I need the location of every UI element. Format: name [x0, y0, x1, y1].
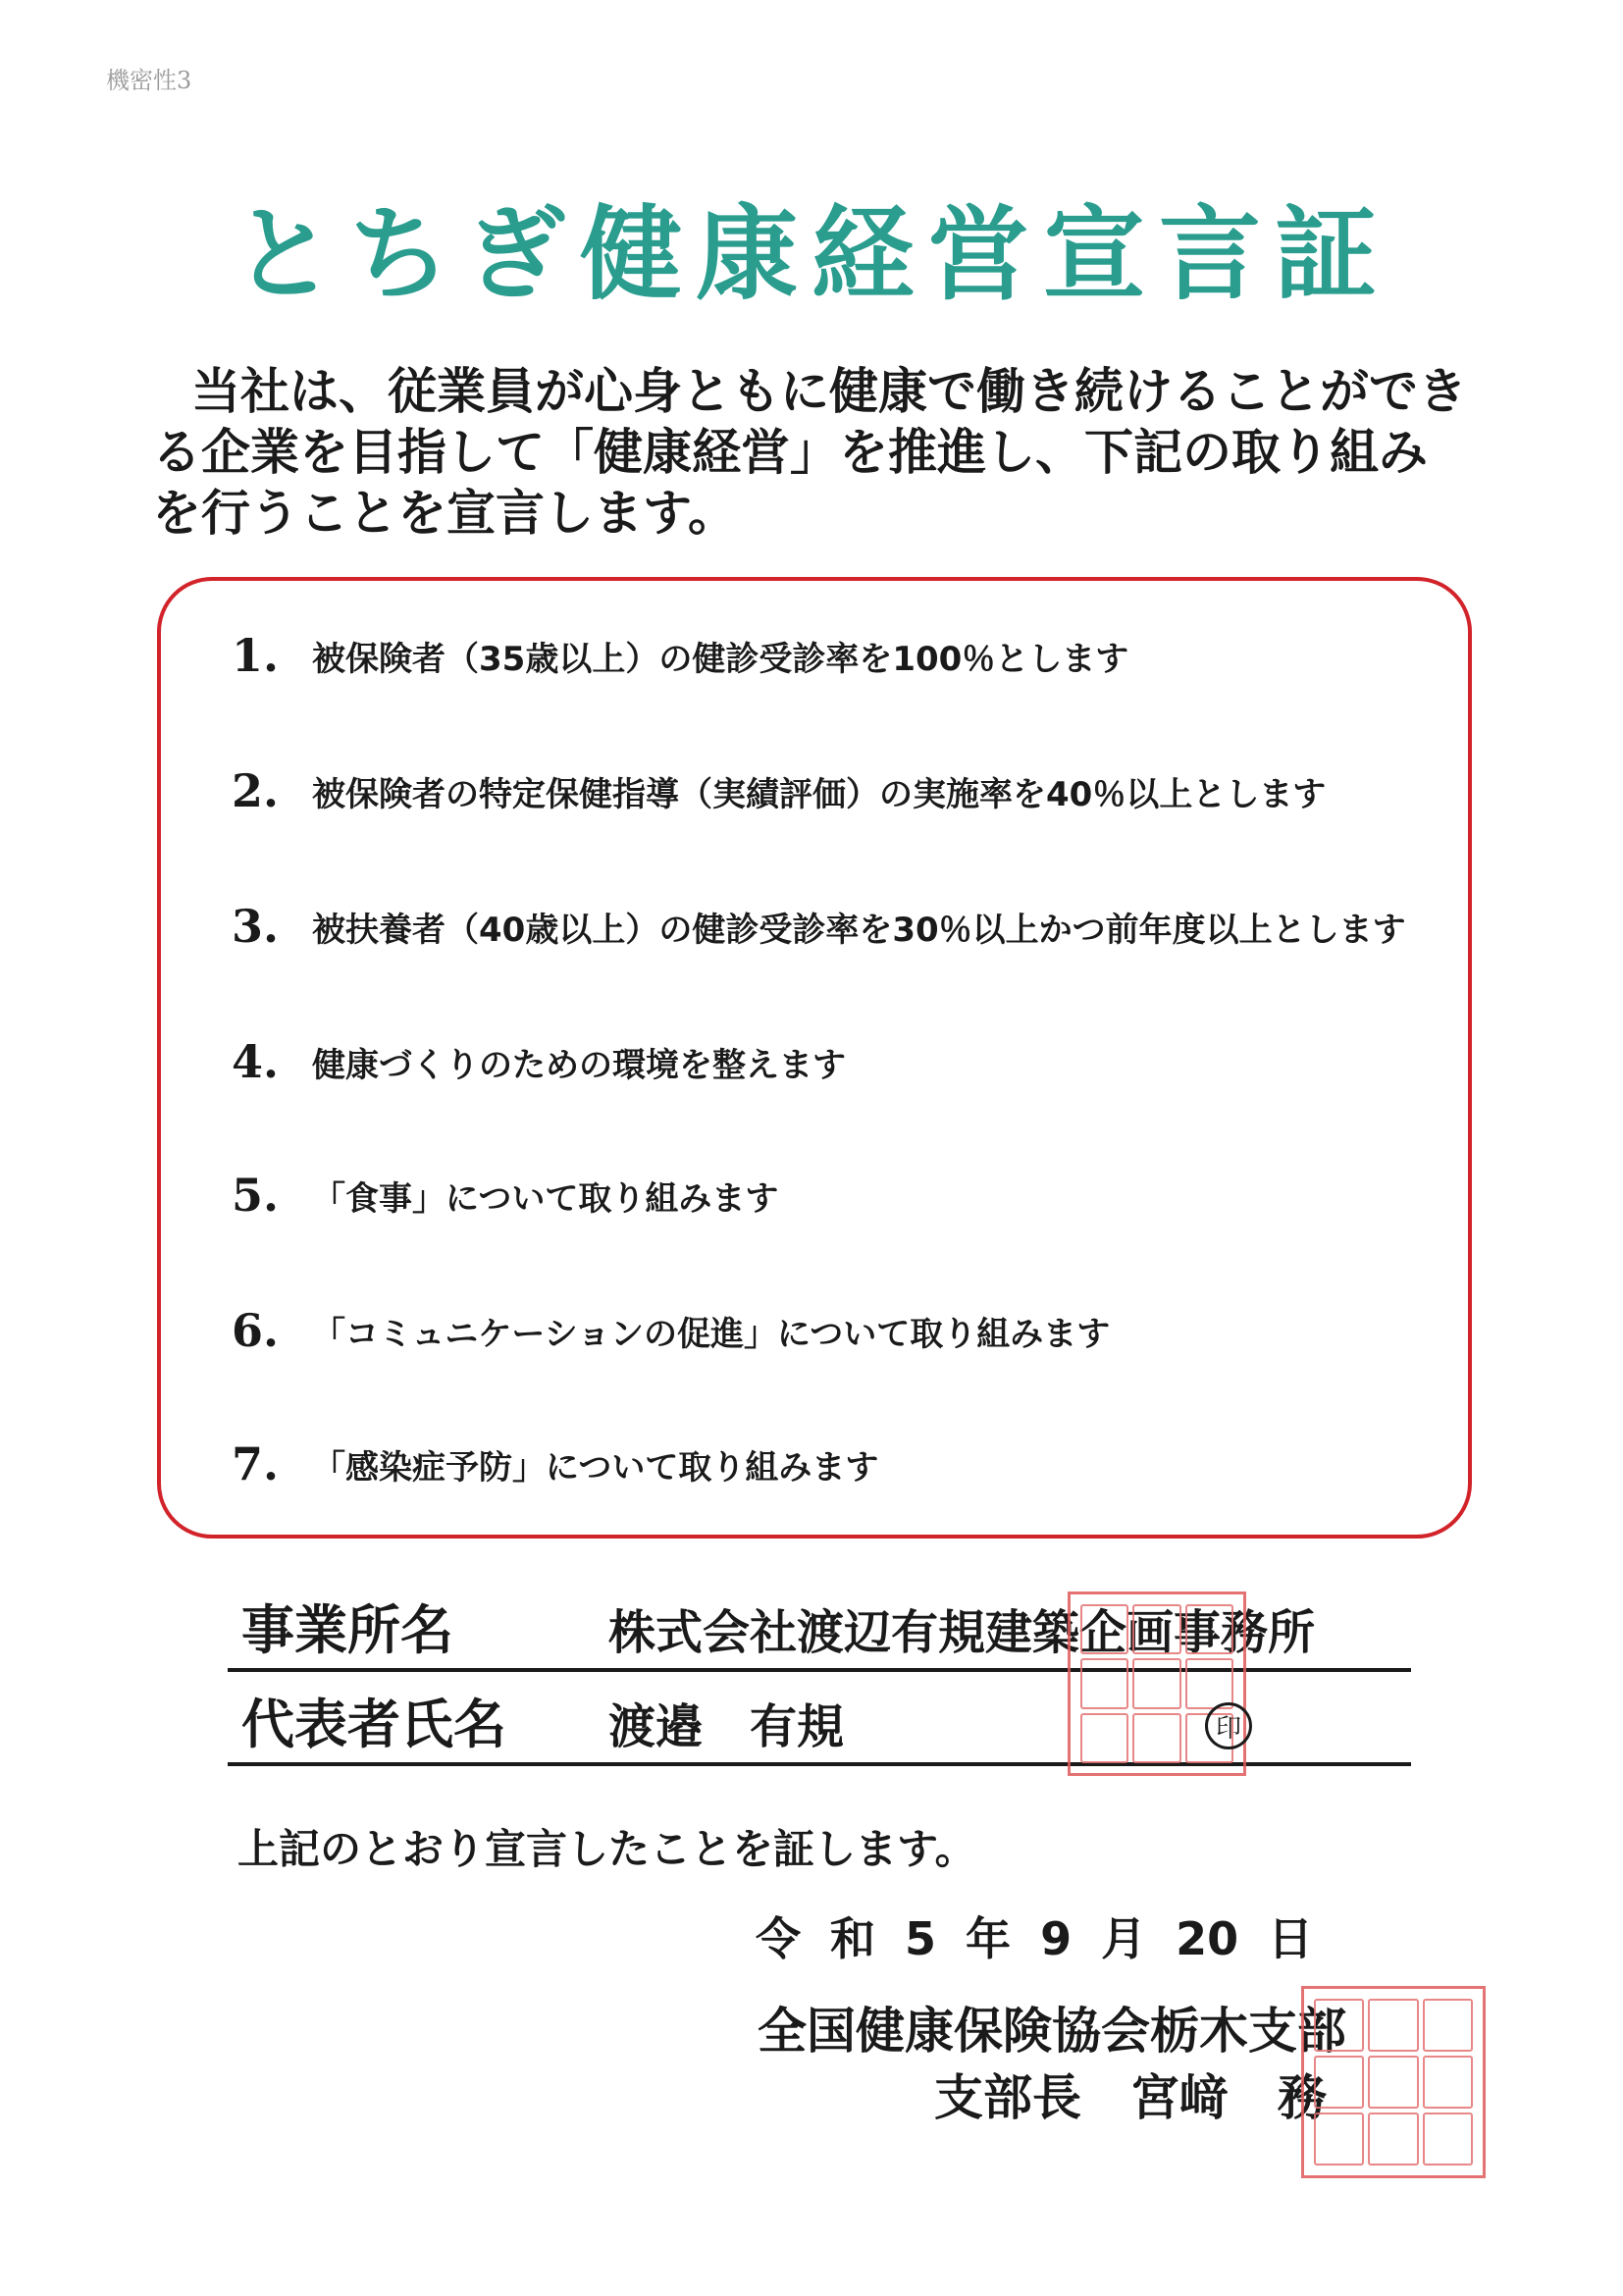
representative-name: 渡邉 有規 — [608, 1699, 845, 1754]
certificate-title: とちぎ健康経営宣言証 — [232, 194, 1390, 314]
representative-label: 代表者氏名 — [241, 1694, 506, 1755]
issuer-organization: 全国健康保険協会栃木支部 — [758, 2003, 1346, 2060]
certification-statement: 上記のとおり宣言したことを証します。 — [237, 1825, 976, 1873]
pledge-text: 被扶養者（40歳以上）の健診受診率を30％以上かつ前年度以上とします — [312, 910, 1406, 950]
pledge-number: 4. — [232, 1035, 280, 1088]
pledge-item — [232, 1435, 878, 1493]
pledge-number: 3. — [232, 900, 280, 953]
issuer-head: 支部長 宮﨑 務 — [934, 2069, 1327, 2126]
pledge-number: 1. — [232, 629, 280, 682]
pledge-item — [232, 626, 1128, 685]
seal-mark: 印 — [1205, 1702, 1252, 1749]
confidentiality-label: 機密性3 — [106, 67, 192, 94]
issuer-seal-stamp — [1301, 1986, 1486, 2178]
company-label: 事業所名 — [241, 1599, 453, 1661]
pledge-text: 被保険者（35歳以上）の健診受診率を100％とします — [312, 639, 1129, 679]
pledge-number: 6. — [232, 1304, 280, 1357]
pledge-number: 2. — [232, 764, 280, 817]
pledge-text: 「コミュニケーションの促進」について取り組みます — [312, 1314, 1111, 1354]
pledge-text: 「食事」について取り組みます — [312, 1178, 779, 1219]
declaration-intro: 当社は、従業員が心身ともに健康で働き続けることができる企業を目指して「健康経営」を推進し、下記の取り組みを行うことを宣言します。 — [152, 363, 1467, 542]
pledge-text: 健康づくりのための環境を整えます — [312, 1045, 846, 1085]
pledge-item — [232, 1301, 1110, 1360]
company-seal-stamp — [1068, 1592, 1246, 1776]
pledge-text: 「感染症予防」について取り組みます — [312, 1447, 879, 1487]
pledge-text: 被保険者の特定保健指導（実績評価）の実施率を40％以上とします — [312, 774, 1327, 814]
pledge-number: 7. — [232, 1437, 280, 1490]
pledge-number: 5. — [232, 1169, 280, 1222]
pledge-item — [232, 761, 1326, 820]
company-name: 株式会社渡辺有規建築企画事務所 — [608, 1605, 1316, 1660]
pledge-item — [232, 897, 1406, 956]
pledge-item — [232, 1032, 846, 1091]
pledge-frame — [157, 577, 1472, 1539]
pledge-item — [232, 1166, 778, 1225]
issue-date: 令 和 5 年 9 月 20 日 — [756, 1912, 1314, 1965]
